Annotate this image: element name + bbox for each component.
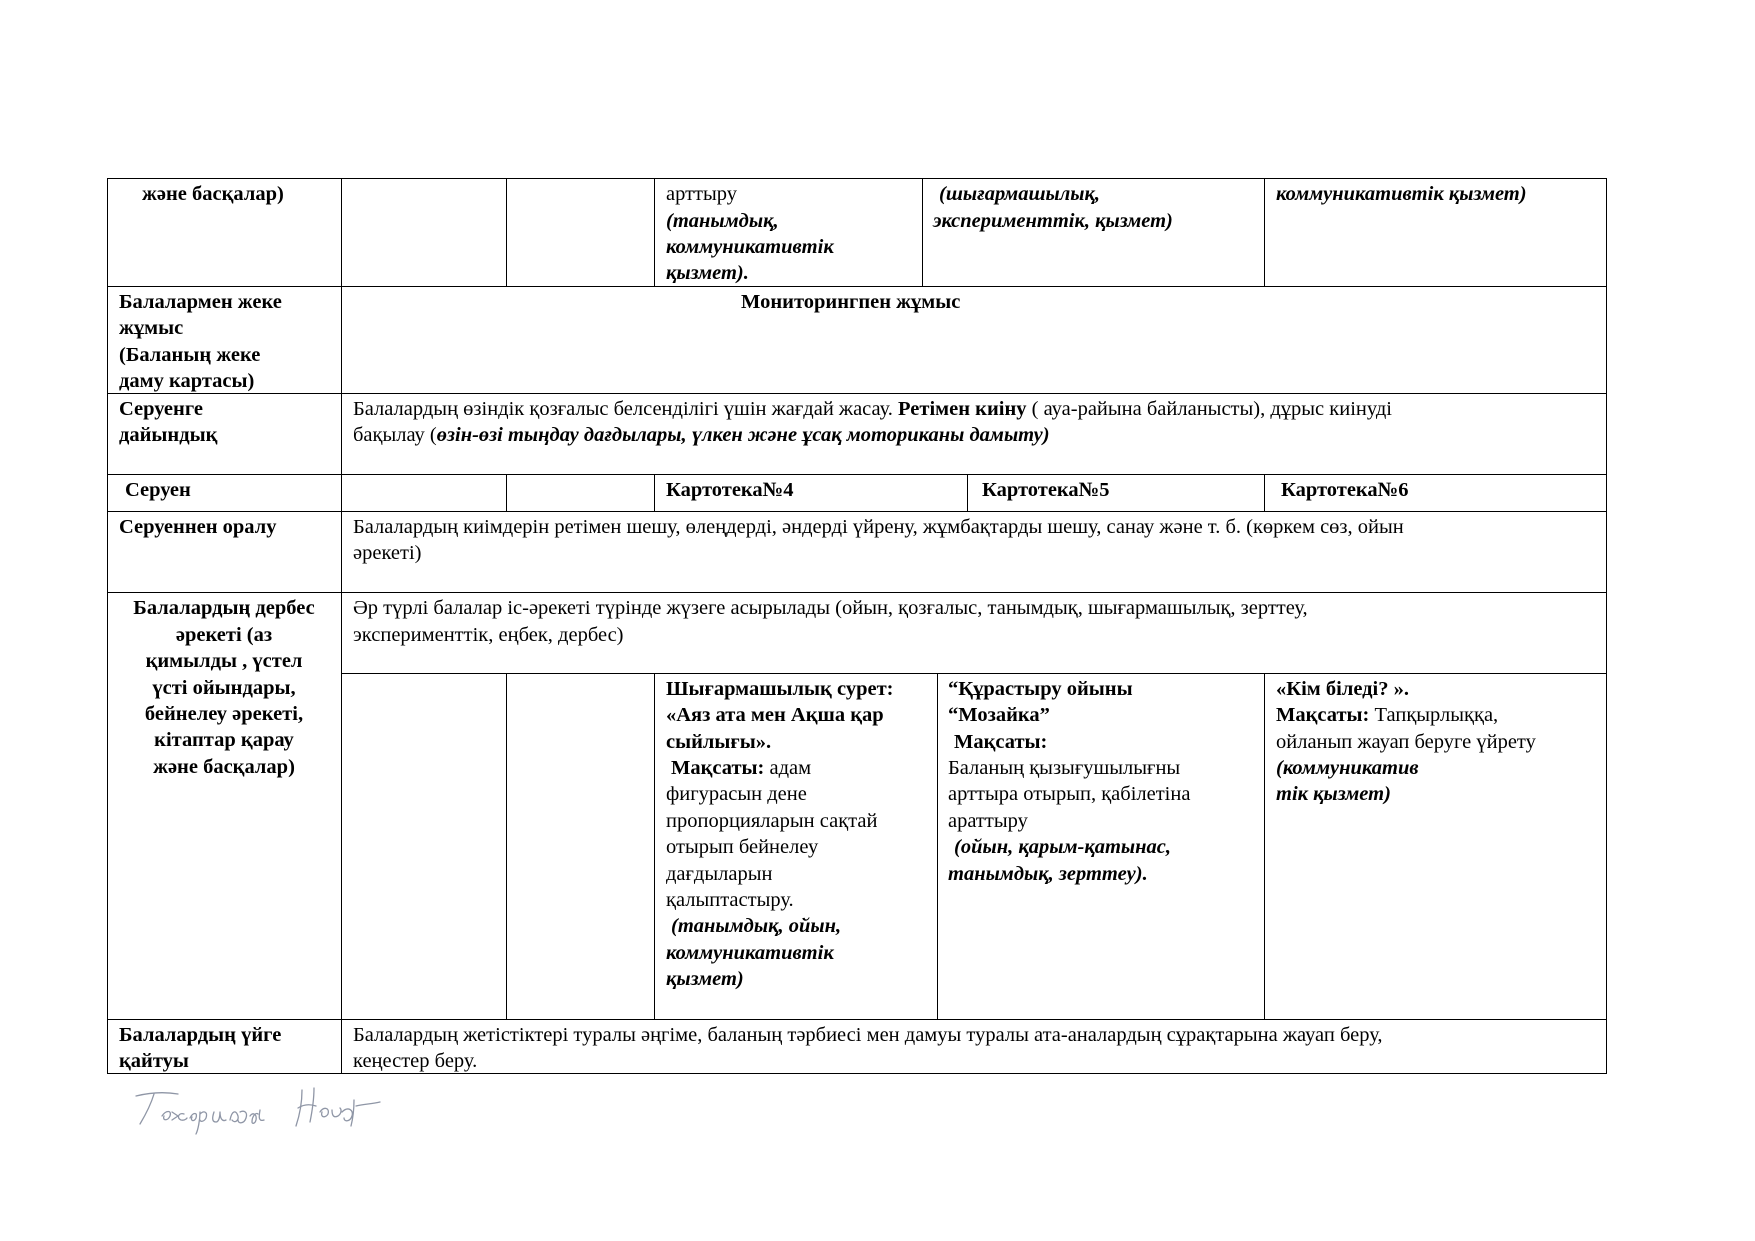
card-index-6: Картотека№6 — [1281, 479, 1409, 501]
row6-content: Әр түрлі балалар іс-әрекеті түрінде жүзеге асырылады (ойын, қозғалыс, танымдық, шығармашылық, зерттеу, — [353, 597, 1308, 619]
row2-label: (Баланың жеке — [119, 344, 261, 366]
cellA-text: отырып бейнелеу — [666, 836, 819, 858]
row3-label: Серуенге — [119, 398, 203, 420]
cellC-goal: Мақсаты: Тапқырлыққа, — [1276, 704, 1499, 726]
cellA-activity: қызмет) — [666, 968, 744, 990]
svg-text:Тексерілді: Тексерілді — [136, 1132, 141, 1133]
cellA-activity: коммуникативтік — [666, 942, 834, 964]
cellA-title: Шығармашылық сурет: — [666, 678, 894, 700]
card-index-5: Картотека№5 — [982, 479, 1110, 501]
row3-content-line1: Балалардың өзіндік қозғалыс белсенділігі үшін жағдай жасау. Ретімен киіну ( ауа-райына байланысты), дұрыс киінуді — [353, 398, 1392, 420]
row7-content: Балалардың жетістіктері туралы әңгіме, баланың тәрбиесі мен дамуы туралы ата-аналардың сұрақтарына жауап беру, — [353, 1024, 1383, 1046]
cellA-title: «Аяз ата мен Ақша қар — [666, 704, 884, 726]
row2-label: жұмыс — [119, 317, 184, 339]
cellA-text: дағдыларын — [666, 863, 773, 885]
cellC-activity: (коммуникатив — [1276, 757, 1419, 779]
row2-label: даму картасы) — [119, 370, 255, 392]
row1-col4-text: арттыру — [666, 183, 737, 205]
row1-col6-activity: коммуникативтік қызмет) — [1276, 183, 1527, 205]
row6-label: әрекеті (аз — [175, 624, 273, 646]
cellA-title: сыйлығы». — [666, 731, 772, 753]
cellA-text: пропорцияларын сақтай — [666, 810, 878, 832]
cellA-text: қалыптастыру. — [666, 889, 794, 911]
cellA-goal: Мақсаты: адам — [671, 757, 812, 779]
row6-label: және басқалар) — [153, 756, 295, 778]
row3-content-line2: бақылау (өзін-өзі тыңдау дағдылары, үлкен және ұсақ моториканы дамыту) — [353, 424, 1050, 446]
cellC-text: ойланып жауап беруге үйрету — [1276, 731, 1536, 753]
row4-label: Серуен — [125, 479, 191, 501]
row7-label: Балалардың үйге — [119, 1024, 282, 1046]
row1-col4-activity: коммуникативтік — [666, 236, 834, 258]
cellB-text: арттыра отырып, қабілетіна — [948, 783, 1191, 805]
row1-col4-activity: (танымдық, — [666, 210, 779, 232]
row6-label: кітаптар қарау — [154, 729, 294, 751]
row2-content: Мониторингпен жұмыс — [741, 291, 961, 313]
row6-label: Балалардың дербес — [133, 597, 315, 619]
cellB-activity: (ойын, қарым-қатынас, — [954, 836, 1171, 858]
row5-content: әрекеті) — [353, 542, 422, 564]
row6-label: бейнелеу әрекеті, — [144, 703, 304, 725]
row1-label: және басқалар) — [142, 183, 284, 205]
row6-content: эксперименттік, еңбек, дербес) — [353, 624, 624, 646]
handwritten-signature — [132, 1082, 392, 1138]
cellA-activity: (танымдық, ойын, — [671, 915, 842, 937]
row5-content: Балалардың киімдерін ретімен шешу, өлеңдерді, әндерді үйрену, жұмбақтарды шешу, санау және т. б. (көркем сөз, ойын — [353, 516, 1404, 538]
cellB-text: Баланың қызығушылығны — [948, 757, 1181, 779]
cellA-text: фигурасын дене — [666, 783, 807, 805]
row7-content: кеңестер беру. — [353, 1050, 478, 1072]
row5-label: Серуеннен оралу — [119, 516, 277, 538]
card-index-4: Картотека№4 — [666, 479, 794, 501]
row1-col5-activity: эксперименттік, қызмет) — [933, 210, 1173, 232]
row1-col5-activity: (шығармашылық, — [939, 183, 1101, 205]
row6-label: қимылды , үстел — [145, 650, 303, 672]
row1-col4-activity: қызмет). — [666, 262, 749, 284]
cellB-title: “Мозайка” — [948, 704, 1050, 726]
row7-label: қайтуы — [119, 1050, 189, 1072]
cellB-title: “Құрастыру ойыны — [948, 678, 1133, 700]
row2-label: Балалармен жеке — [119, 291, 282, 313]
cellB-text: араттыру — [948, 810, 1028, 832]
cellC-title: «Кім біледі? ». — [1276, 678, 1409, 700]
row6-label: үсті ойындары, — [152, 677, 296, 699]
cellB-goal-label: Мақсаты: — [954, 731, 1048, 753]
cellC-activity: тік қызмет) — [1276, 783, 1391, 805]
row3-label: дайындық — [119, 424, 218, 446]
cellB-activity: танымдық, зерттеу). — [948, 863, 1148, 885]
